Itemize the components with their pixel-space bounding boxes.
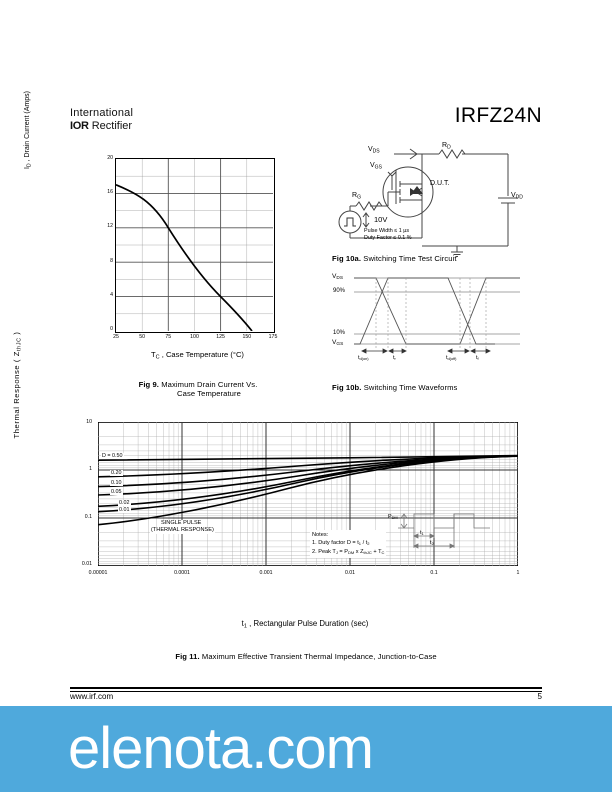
fig9-x-axis-label: $T_C$ , Case Temperature (°C): [151, 350, 244, 361]
fig10b-label-vgs: $V_{GS}$: [332, 339, 344, 348]
company-logo: [70, 108, 220, 132]
fig9-caption-label: Fig 9.: [138, 380, 160, 389]
fig11-inset-label-pdm: $P_{DM}$: [388, 514, 398, 520]
logo-line-rectifier: [70, 120, 220, 132]
fig9-xtick-25: 25: [113, 334, 119, 340]
fig11-xtick-1: 1: [516, 570, 520, 576]
fig11-caption-label: Fig 11.: [175, 652, 200, 661]
fig9-xtick-125: 125: [216, 334, 225, 340]
fig11-xtick-1e-3: 0.001: [259, 570, 273, 576]
fig9-xtick-50: 50: [139, 334, 146, 340]
fig10a-circuit: [330, 142, 545, 260]
fig10b-caption-text: Switching Time Waveforms: [363, 383, 458, 392]
fig11-notes-title: Notes:: [312, 532, 329, 538]
fig10b-label-tf: $t_f$: [476, 355, 479, 361]
fig11-note-1: 1. Duty factor $D = t_1 / t_2$: [312, 540, 370, 546]
fig10a-note-duty-factor: Duty Factor ≤ 0.1 %: [364, 235, 412, 241]
fig10b-label-td-off: $t_{d(off)}$: [446, 355, 457, 361]
logo-ior-mark: IOR: [70, 120, 89, 132]
watermark-banner: [0, 706, 612, 792]
footer-page-number: 5: [537, 692, 542, 701]
fig11-curve-label-005: 0.05: [111, 489, 122, 495]
fig10a-label-vds: $V_{DS}$: [368, 146, 380, 155]
fig11-plot-area: [98, 422, 518, 566]
fig11-curve-label-020: 0.20: [111, 470, 122, 476]
fig9-xtick-75: 75: [165, 334, 172, 340]
fig10a-label-vdd: $V_{DD}$: [511, 192, 523, 201]
fig9-ytick-12: 12: [107, 223, 113, 229]
fig9-plot-area: [107, 155, 278, 340]
fig10a-note-pulse-width: Pulse Width ≤ 1 µs: [364, 228, 410, 234]
fig11-ytick-1: 1: [89, 466, 92, 472]
fig10b-label-tr: $t_r$: [393, 355, 396, 361]
fig11-curve-label-001: 0.01: [119, 507, 130, 513]
fig11-inset-label-t2: $t_2$: [430, 540, 434, 546]
fig11-inset-label-t1: $t_1$: [420, 530, 424, 536]
fig9-caption-line1: Maximum Drain Current Vs.: [161, 380, 258, 389]
fig11-ytick-0.01: 0.01: [81, 561, 92, 567]
fig11-xtick-1e-5: 0.00001: [88, 570, 108, 576]
fig11-y-axis-label: Thermal Response ( $Z_{thJC}$ ): [12, 331, 23, 439]
fig11-xtick-1e-1: 0.1: [430, 570, 438, 576]
fig11-curve-label-002: 0.02: [119, 500, 130, 506]
fig9-xtick-100: 100: [190, 334, 199, 340]
fig11-single-pulse-line1: SINGLE PULSE: [161, 520, 202, 526]
fig10b-label-90pct: 90%: [333, 288, 346, 294]
fig9-ytick-16: 16: [107, 189, 113, 195]
fig9-caption-line2: Case Temperature: [177, 389, 241, 398]
fig11-note-2: 2. Peak $T_J = P_{DM}$ x $Z_{thJC} + T_C$: [312, 549, 385, 555]
logo-line-international: International: [70, 107, 134, 119]
footer-rule-thin: [70, 691, 542, 692]
fig11-x-axis-label: $t_1$ , Rectangular Pulse Duration (sec): [241, 619, 369, 630]
fig10b-label-10pct: 10%: [333, 330, 346, 336]
fig10a-label-vgs: $V_{GS}$: [370, 162, 382, 171]
fig9-ytick-20: 20: [107, 155, 113, 161]
fig10a-label-rd: $R_D$: [442, 142, 451, 151]
fig10a-label-source-voltage: 10V: [374, 215, 388, 224]
fig10b-waveforms: [330, 272, 545, 372]
fig9-ytick-0: 0: [110, 326, 113, 332]
fig11-caption-text: Maximum Effective Transient Thermal Impedance, Junction-to-Case: [201, 652, 437, 661]
fig11-notes: [310, 530, 386, 558]
part-number: IRFZ24N: [454, 104, 542, 127]
logo-rectifier-text: Rectifier: [91, 120, 133, 132]
footer-url[interactable]: www.irf.com: [70, 692, 114, 701]
fig11-single-pulse-line2: (THERMAL RESPONSE): [151, 527, 214, 533]
fig10b-label-vds: $V_{DS}$: [332, 273, 344, 282]
fig11-curve-label-010: 0.10: [111, 480, 122, 486]
fig10a-caption: [332, 254, 457, 263]
fig9-xtick-175: 175: [268, 334, 278, 340]
footer-rule-thick: [70, 687, 542, 689]
fig9-xtick-150: 150: [242, 334, 252, 340]
fig10b-label-td-on: $t_{d(on)}$: [358, 355, 369, 361]
fig11-curve-label-d050: D = 0.50: [102, 453, 123, 459]
fig11-xtick-1e-2: 0.01: [344, 570, 356, 576]
fig9-ytick-4: 4: [110, 292, 113, 298]
fig10a-caption-text: Switching Time Test Circuit: [363, 254, 457, 263]
fig10a-label-dut: D.U.T.: [430, 180, 450, 187]
fig11-caption: [0, 652, 612, 661]
fig11-ytick-0.1: 0.1: [84, 514, 92, 520]
fig11-xtick-1e-4: 0.0001: [174, 570, 190, 576]
fig11-ytick-10: 10: [86, 419, 92, 425]
fig10a-label-rg: $R_G$: [352, 192, 361, 201]
fig10b-caption-label: Fig 10b.: [332, 383, 362, 392]
watermark-text: elenota.com: [68, 716, 373, 781]
fig9-caption: [98, 380, 298, 398]
fig9-ytick-8: 8: [110, 258, 113, 264]
fig10b-caption: [332, 383, 457, 392]
fig9-y-axis-label: $I_D$ , Drain Current (Amps): [24, 91, 33, 169]
fig10a-caption-label: Fig 10a.: [332, 254, 362, 263]
